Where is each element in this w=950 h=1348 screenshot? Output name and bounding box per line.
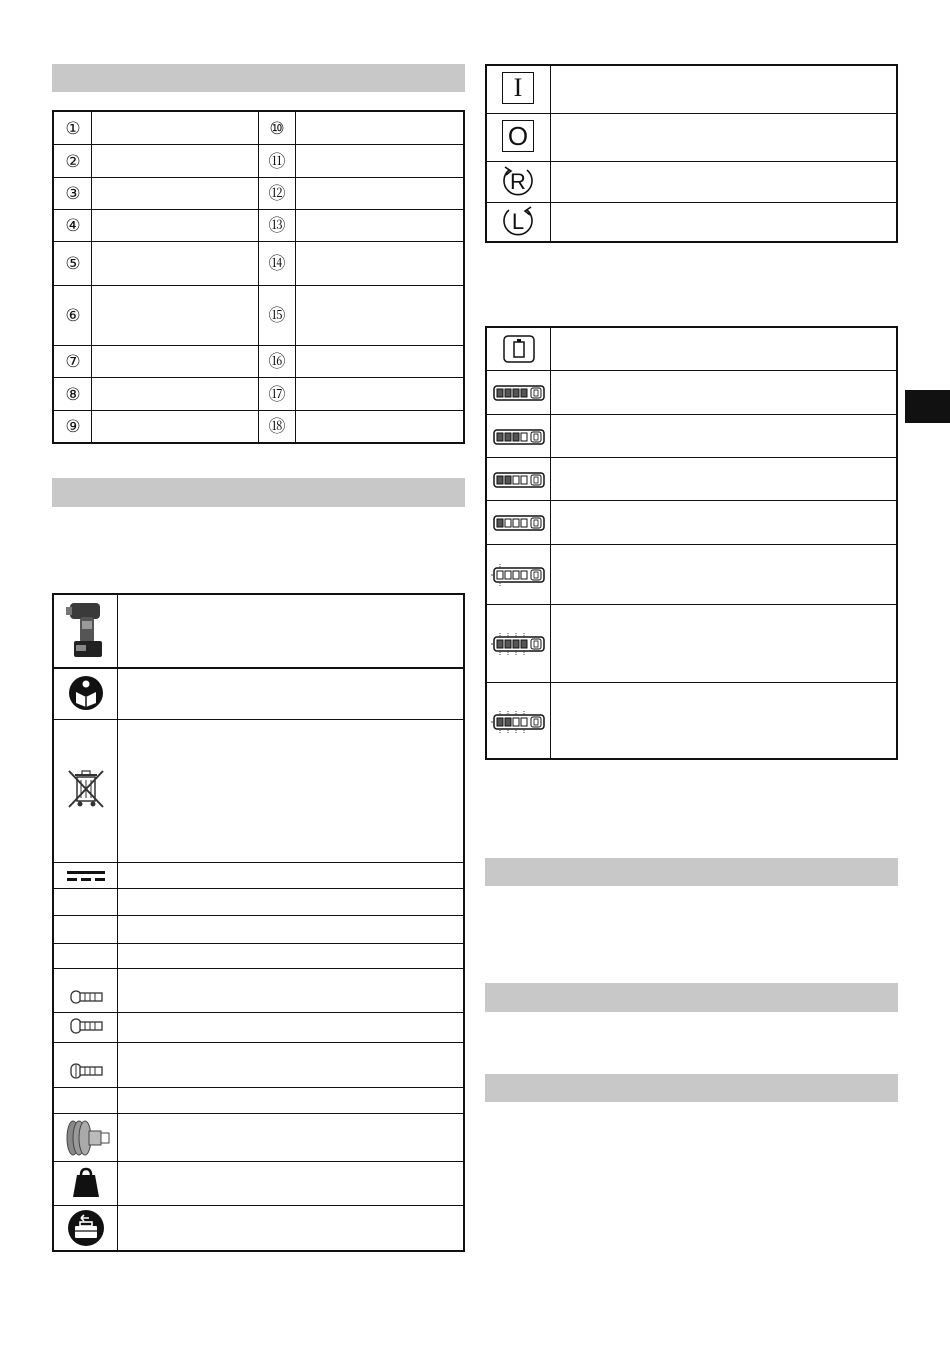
part-number: ⑰ [268,385,286,404]
battery-glyph [534,572,538,578]
battery-check-button-icon [503,335,535,363]
battery-segment [505,389,511,397]
battery-segment [521,389,527,397]
battery-segment [513,389,519,397]
battery-segment [497,389,503,397]
part-number: ② [65,152,81,171]
part-number: ⑬ [268,216,286,235]
part-number: ③ [65,184,81,203]
battery-glyph [534,434,538,440]
battery-segment [521,433,527,441]
part-number: ⑫ [268,184,286,203]
part-number: ⑤ [65,254,81,273]
battery-segment [497,718,503,726]
battery-glyph [534,719,538,725]
battery-segment [513,433,519,441]
part-number: ⑥ [65,306,81,325]
part-number: ⑧ [65,385,81,404]
battery-level-icon [491,711,547,733]
on-symbol-label: I [513,73,523,102]
battery-glyph [534,390,538,396]
section-bar-right-2 [485,983,898,1012]
part-number: ⑦ [65,352,81,371]
battery-segment [513,476,519,484]
battery-segment [505,476,511,484]
battery-segment [521,571,527,579]
part-number: ⑪ [268,152,286,171]
bolt-small-icon [70,989,104,1005]
battery-segment [497,433,503,441]
battery-glyph [534,477,538,483]
battery-segment [521,519,527,527]
reverse-rotation-label: L [511,209,525,234]
part-number: ⑭ [268,254,286,273]
battery-glyph [534,641,538,647]
battery-segment [513,571,519,579]
reverse-rotation-icon [501,205,535,239]
section-bar-right-3 [485,1074,898,1102]
forward-rotation-icon [501,165,535,199]
read-manual-icon [68,675,104,711]
off-symbol-label: O [507,121,529,151]
part-number: ④ [65,216,81,235]
parts-table [52,110,465,444]
battery-glyph [534,520,538,526]
bolt-large-icon [70,1063,104,1079]
battery-segment [505,718,511,726]
section-bar-symbols [52,478,465,507]
part-number: ⑯ [268,352,286,371]
part-number: ⑮ [268,306,286,325]
battery-segment [497,519,503,527]
battery-segment [497,640,503,648]
on-symbol-icon [502,72,534,104]
dc-current-icon [67,869,105,883]
part-number: ⑱ [268,417,286,436]
part-number: ⑨ [65,417,81,436]
battery-segment [521,476,527,484]
battery-segment [505,519,511,527]
battery-level-icon [491,633,547,655]
battery-segment [513,718,519,726]
language-tab-marker [905,390,950,423]
battery-level-icon [491,564,547,586]
off-symbol-icon [502,120,534,152]
battery-segment [505,433,511,441]
battery-segment [513,519,519,527]
part-number: ⑩ [269,119,285,138]
switch-symbols-table [485,64,898,243]
battery-segment [513,640,519,648]
toolbox-icon [67,1209,105,1247]
battery-segment [505,640,511,648]
bolt-medium-icon [70,1018,104,1034]
battery-level-icon [491,382,547,404]
battery-level-icon [491,469,547,491]
section-bar-specifications [52,64,465,92]
battery-indicator-table [485,326,898,760]
crossed-out-bin-icon [66,767,106,811]
battery-segment [521,718,527,726]
symbols-table [52,593,465,1252]
rubber-ring-icon [63,1118,111,1158]
part-number: ① [65,119,81,138]
battery-level-icon [491,512,547,534]
battery-segment [521,640,527,648]
battery-segment [497,571,503,579]
weight-icon [72,1167,100,1199]
battery-segment [497,476,503,484]
battery-level-icon [491,426,547,448]
section-bar-right-1 [485,858,898,886]
battery-segment [505,571,511,579]
impact-driver-icon [66,599,106,663]
forward-rotation-label: R [510,169,526,194]
